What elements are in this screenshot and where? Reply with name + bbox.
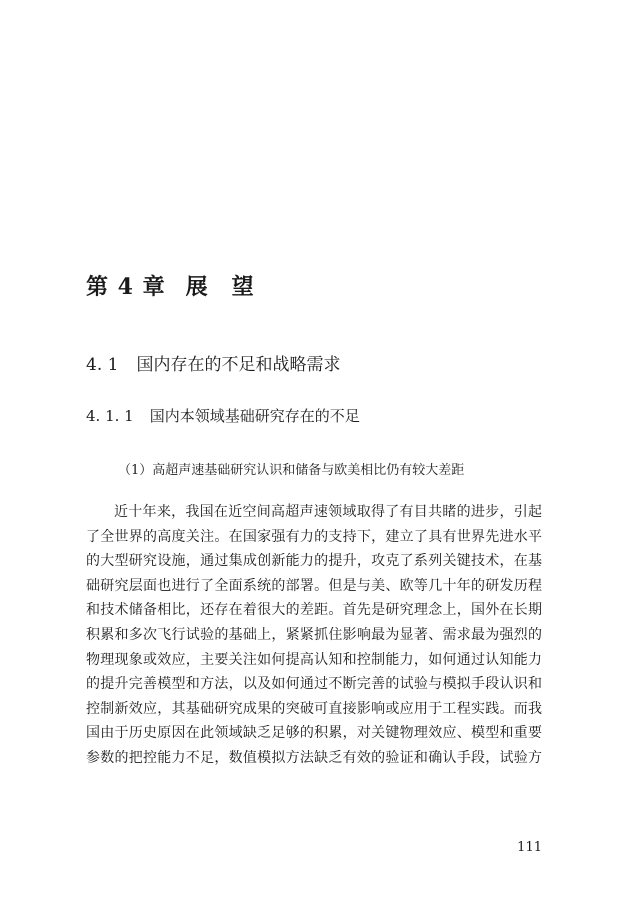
- section-title: 国内存在的不足和战略需求: [136, 355, 341, 375]
- paragraph-line: 的大型研究设施，通过集成创新能力的提升，攻克了系列关键技术，在基: [86, 553, 542, 570]
- section-heading: [86, 350, 340, 375]
- chapter-label: 第 4 章: [86, 274, 166, 300]
- subsection-number: 4. 1. 1: [86, 407, 134, 425]
- page-number: 111: [517, 840, 542, 855]
- section-number: 4. 1: [86, 355, 119, 375]
- paragraph-line: 了全世界的高度关注。在国家强有力的支持下，建立了具有世界先进水平: [86, 528, 542, 545]
- paragraph-line: 积累和多次飞行试验的基础上，紧紧抓住影响最为显著、需求最为强烈的: [86, 626, 542, 643]
- paragraph-line: 近十年来，我国在近空间高超声速领域取得了有目共睹的进步，引起: [114, 504, 542, 520]
- paragraph-line: 础研究层面也进行了全面系统的部署。但是与美、欧等几十年的研发历程: [86, 577, 542, 594]
- paragraph-line: 物理现象或效应，主要关注如何提高认知和控制能力，如何通过认知能力: [86, 651, 542, 668]
- paragraph-line: 参数的把控能力不足，数值模拟方法缺乏有效的验证和确认手段，试验方: [86, 749, 542, 766]
- item-heading: （1）高超声速基础研究认识和储备与欧美相比仍有较大差距: [118, 463, 465, 478]
- subsection-title: 国内本领域基础研究存在的不足: [149, 407, 360, 425]
- paragraph-line: 控制新效应，其基础研究成果的突破可直接影响或应用于工程实践。而我: [86, 700, 542, 717]
- subsection-heading: [86, 405, 360, 426]
- chapter-title: [86, 270, 255, 301]
- paragraph-line: 的提升完善模型和方法，以及如何通过不断完善的试验与模拟手段认识和: [86, 676, 542, 693]
- body-paragraph: [86, 500, 542, 771]
- paragraph-line: 国由于历史原因在此领域缺乏足够的积累，对关键物理效应、模型和重要: [86, 725, 542, 742]
- chapter-name: 展 望: [185, 274, 255, 300]
- paragraph-line: 和技术储备相比，还存在着很大的差距。首先是研究理念上，国外在长期: [86, 602, 542, 619]
